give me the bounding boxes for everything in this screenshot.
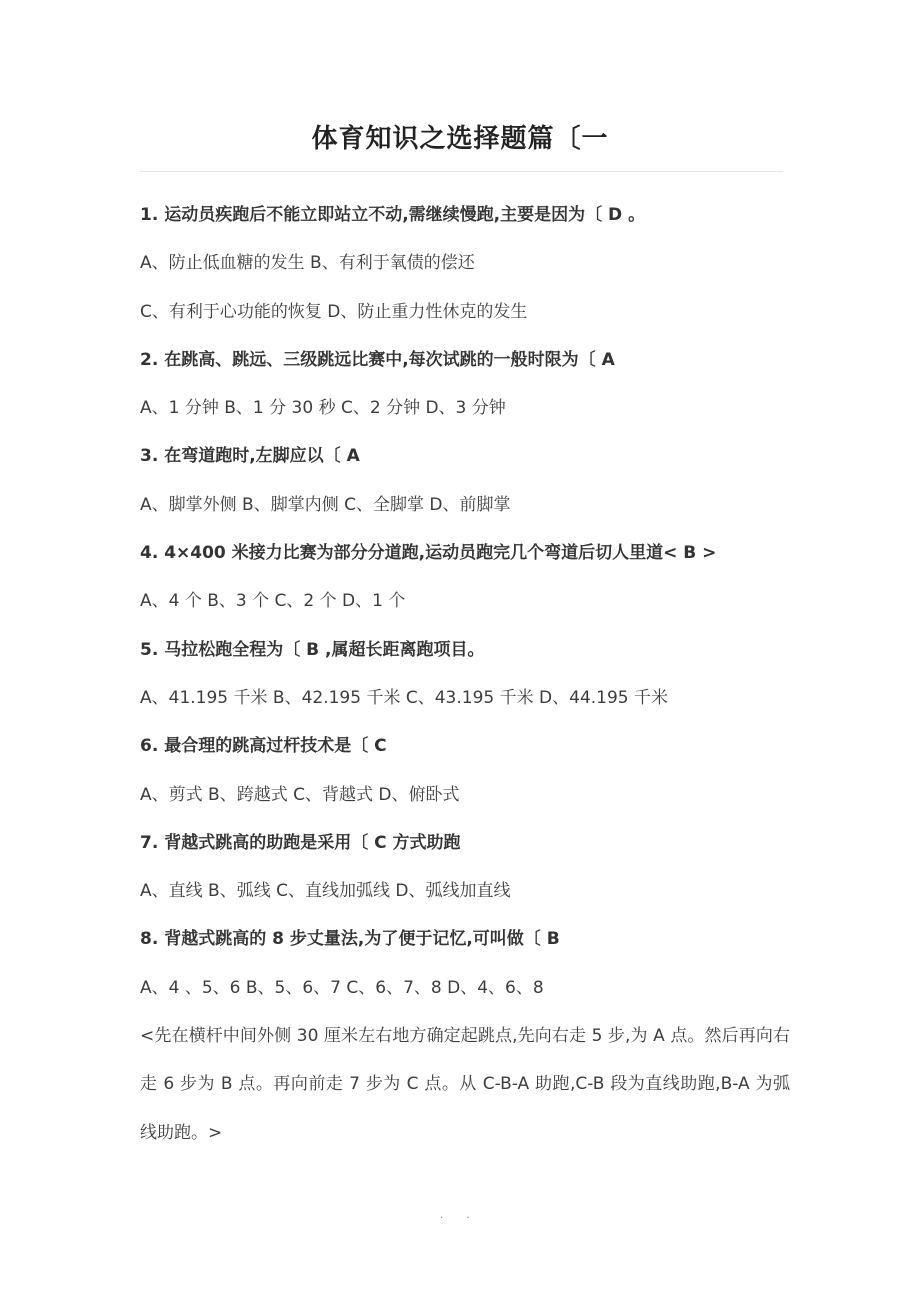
question-8-note: <先在横杆中间外侧 30 厘米左右地方确定起跳点,先向右走 5 步,为 A 点。然后再向右走 6 步为 B 点。再向前走 7 步为 C 点。从 C-B-A 助跑,C-B 段为直线助跑,B-A 为弧线助跑。> <box>140 1026 790 1143</box>
question-4-options: A、4 个 B、3 个 C、2 个 D、1 个 <box>140 591 406 612</box>
question-3: 3. 在弯道跑时,左脚应以〔 A <box>140 446 360 467</box>
title-divider <box>140 171 783 172</box>
page-footer-mark: . . <box>440 1210 480 1221</box>
question-5: 5. 马拉松跑全程为〔 B ,属超长距离跑项目。 <box>140 639 485 660</box>
question-3-options: A、脚掌外侧 B、脚掌内侧 C、全脚掌 D、前脚掌 <box>140 494 511 515</box>
question-4: 4. 4×400 米接力比赛为部分分道跑,运动员跑完几个弯道后切人里道< B > <box>140 543 717 564</box>
question-8: 8. 背越式跳高的 8 步丈量法,为了便于记忆,可叫做〔 B <box>140 929 560 950</box>
question-6: 6. 最合理的跳高过杆技术是〔 C <box>140 736 387 757</box>
document-title: 体育知识之选择题篇〔一 <box>311 124 609 154</box>
question-1-options-ab: A、防止低血糖的发生 B、有利于氧债的偿还 <box>140 253 475 274</box>
question-5-options: A、41.195 千米 B、42.195 千米 C、43.195 千米 D、44.195 千米 <box>140 687 669 708</box>
question-1-options-cd: C、有利于心功能的恢复 D、防止重力性休克的发生 <box>140 301 528 322</box>
question-list <box>140 198 790 1157</box>
question-6-options: A、剪式 B、跨越式 C、背越式 D、俯卧式 <box>140 784 460 805</box>
question-1: 1. 运动员疾跑后不能立即站立不动,需继续慢跑,主要是因为〔 D 。 <box>140 205 646 225</box>
question-2: 2. 在跳高、跳远、三级跳远比赛中,每次试跳的一般时限为〔 A <box>140 349 615 370</box>
question-7-options: A、直线 B、弧线 C、直线加弧线 D、弧线加直线 <box>140 881 511 902</box>
question-8-options: A、4 、5、6 B、5、6、7 C、6、7、8 D、4、6、8 <box>140 977 544 998</box>
question-7: 7. 背越式跳高的助跑是采用〔 C 方式助跑 <box>140 832 461 853</box>
question-2-options: A、1 分钟 B、1 分 30 秒 C、2 分钟 D、3 分钟 <box>140 398 506 419</box>
